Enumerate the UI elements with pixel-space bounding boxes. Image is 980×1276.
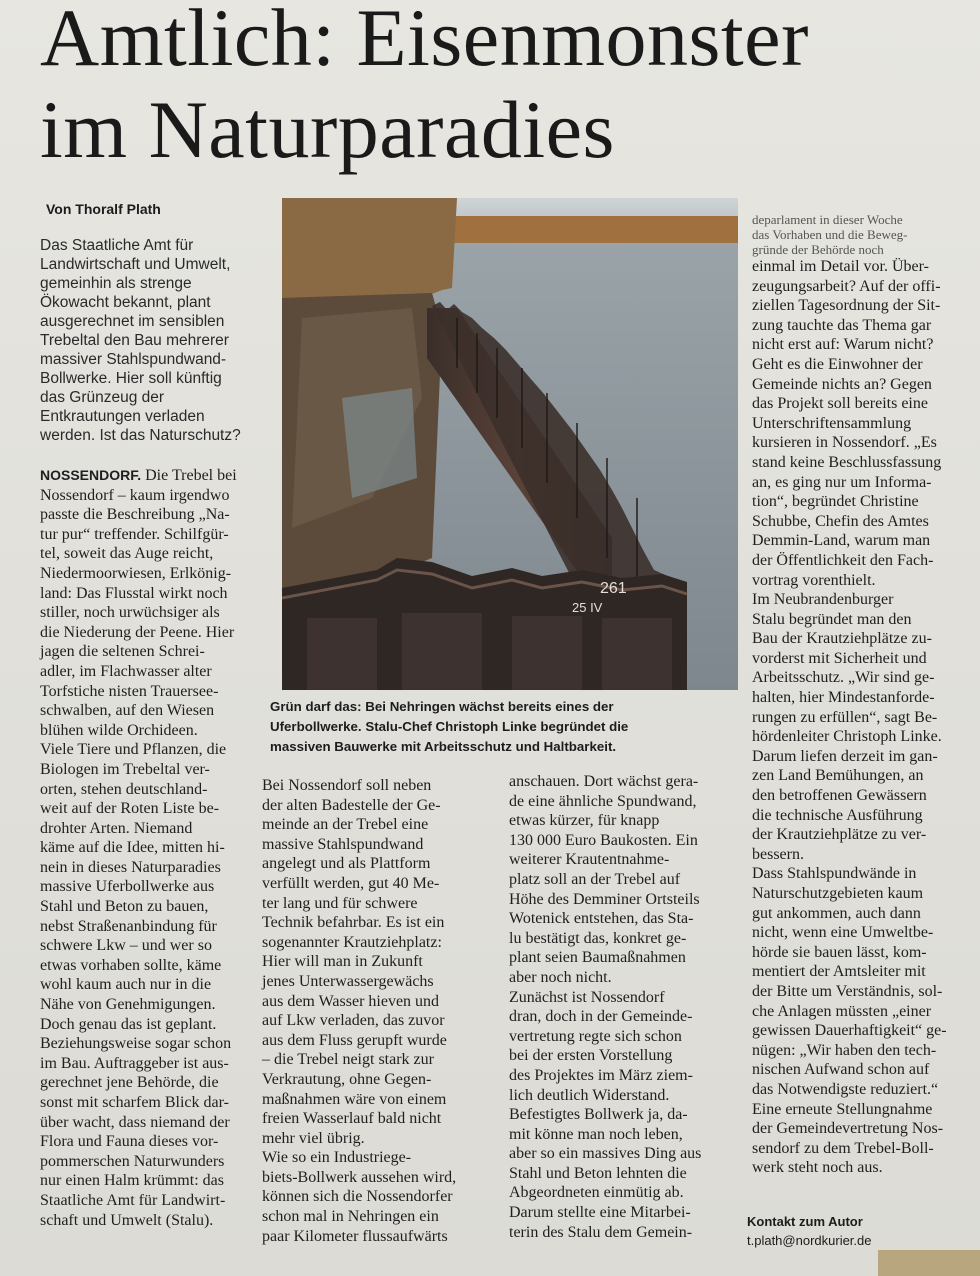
- pile-mark-2: 25 IV: [572, 600, 603, 615]
- column-4-text: einmal im Detail vor. Über- zeugungsarbeit? Auf der offi- ziellen Tagesordnung der Sit- zung tauchte das Thema gar nicht erst auf: Warum nicht? Geht es die Einwohner der Gemeinde nichts an? Gegen das Projekt soll bereits eine Unterschriftensammlung kursieren in Nossendorf. „Es stand keine Beschlussfassung an, es ging nur um Informa- tion“, begründet Christine Schubbe, Chefin des Amtes Demmin-Land, warum man der Öffentlichkeit den Fach- vortrag vorenthielt. Im Neubrandenburger Stalu begründet man den Bau der Krautziehplätze zu- vorderst mit Sicherheit und Arbeitsschutz. „Wir sind ge- halten, hier Mindestanforde- rungen zu erfüllen“, sagt Be- hördenleiter Christoph Linke. Darum liefen derzeit im gan- zen Land Bemühungen, an den betroffenen Gewässern die technische Ausführung der Krautziehplätze zu ver- bessern. Dass Stahlspundwände in Naturschutzgebieten kaum gut ankommen, auch dann nicht, wenn eine Umweltbe- hörde sie bauen lässt, kom- mentiert der Amtsleiter mit der Bitte um Verständnis, sol- che Anlagen müssten „einer gewissen Dauerhaftigkeit“ ge- nügen: „Wir haben den tech- nischen Aufwand schon auf das Notwendigste reduziert.“ Eine erneute Stellungnahme der Gemeindevertretung Nos- sendorf zu dem Trebel-Boll- werk steht noch aus.: [752, 258, 947, 1177]
- headline: Amtlich: Eisenmonster im Naturparadies: [40, 0, 809, 175]
- adjacent-ad-fragment: [878, 1250, 980, 1276]
- column-1-text: Die Trebel bei Nossendorf – kaum irgendwo passte die Beschreibung „Na- tur pur“ treffender. Schilfgür- tel, soweit das Auge reicht, Niedermoorwiesen, Erlkönig- land: Das Flusstal wirkt noch stiller, noch urwüchsiger als die Niederung der Peene. Hier jagen die seltenen Schrei- adler, im Flachwasser alter Torfstiche nisten Trauersee- schwalben, auf den Wiesen blühen wilde Orchideen. Viele Tiere und Pflanzen, die Biologen im Trebeltal ver- orten, stehen deutschland- weit auf der Roten Liste be- drohter Arten. Niemand käme auf die Idee, mitten hi- nein in dieses Naturparadies massive Uferbollwerke aus Stahl und Beton zu bauen, nebst Straßenanbindung für schwere Lkw – und wer so etwas vorhaben sollte, käme wohl kaum auch nur in die Nähe von Genehmigungen. Doch genau das ist geplant. Beziehungsweise sogar schon im Bau. Auftraggeber ist aus- gerechnet jene Behörde, die sonst mit scharfem Blick dar- über wacht, dass niemand der Flora und Fauna dieses vor- pommerschen Naturwunders nur einen Halm krümmt: das Staatliche Amt für Landwirt- schaft und Umwelt (Stalu).: [40, 467, 237, 1229]
- contact-email[interactable]: t.plath@nordkurier.de: [747, 1233, 872, 1248]
- pile-mark-1: 261: [600, 580, 627, 597]
- article-photo: [282, 198, 738, 690]
- article-column-2: Bei Nossendorf soll neben der alten Badestelle der Ge- meinde an der Trebel eine massive Stahlspundwand angelegt und als Plattform verfüllt werden, gut 40 Me- ter lang und für schwere Technik befahrbar. Es ist ein sogenannter Krautziehplatz: Hier will man in Zukunft jenes Unterwassergewächs aus dem Wasser hieven und auf Lkw verladen, das zuvor aus dem Fluss gerupft wurde – die Trebel neigt stark zur Verkrautung, ohne Gegen- maßnahmen wäre von einem freien Wasserlauf bald nicht mehr viel übrig. Wie so ein Industriege- biets-Bollwerk aussehen wird, können sich die Nossendorfer schon mal in Nehringen ein paar Kilometer flussaufwärts: [262, 777, 457, 1245]
- photo-caption: Grün darf das: Bei Nehringen wächst bereits eines der Uferbollwerke. Stalu-Chef Christoph Linke begründet die massiven Bauwerke mit Arbeitsschutz und Haltbarkeit.: [270, 699, 629, 754]
- article-column-4: [752, 212, 980, 1178]
- byline: Von Thoralf Plath: [46, 201, 161, 217]
- lead-paragraph: Das Staatliche Amt für Landwirtschaft und Umwelt, gemeinhin als strenge Ökowacht bekannt, plant ausgerechnet im sensiblen Trebeltal den Bau mehrerer massiver Stahlspundwand- Bollwerke. Hier soll künftig das Grünzeug der Entkrautungen verladen werden. Ist das Naturschutz?: [40, 237, 241, 444]
- dateline: NOSSENDORF.: [40, 467, 142, 483]
- contact-heading: Kontakt zum Autor: [747, 1214, 863, 1229]
- article-column-1: [40, 466, 270, 1230]
- steel-sheet-pile-photo: [282, 198, 738, 690]
- column-4-top-text: deparlament in dieser Woche das Vorhaben und die Beweg- gründe der Behörde noch: [752, 212, 908, 257]
- article-column-3: anschauen. Dort wächst gera- de eine ähnliche Spundwand, etwas kürzer, für knapp 130 000 Euro Baukosten. Ein weiterer Krautentnahme- platz soll an der Trebel auf Höhe des Demminer Ortsteils Wotenick entstehen, das Sta- lu bestätigt das, konkret ge- plant seien Baumaßnahmen aber noch nicht. Zunächst ist Nossendorf dran, doch in der Gemeinde- vertretung regte sich schon bei der ersten Vorstellung des Projektes im März ziem- lich deutlich Widerstand. Befestigtes Bollwerk ja, da- mit könne man noch leben, aber so ein massives Ding aus Stahl und Beton lehnten die Abgeordneten einmütig ab. Darum stellte eine Mitarbei- terin des Stalu dem Gemein-: [509, 773, 702, 1241]
